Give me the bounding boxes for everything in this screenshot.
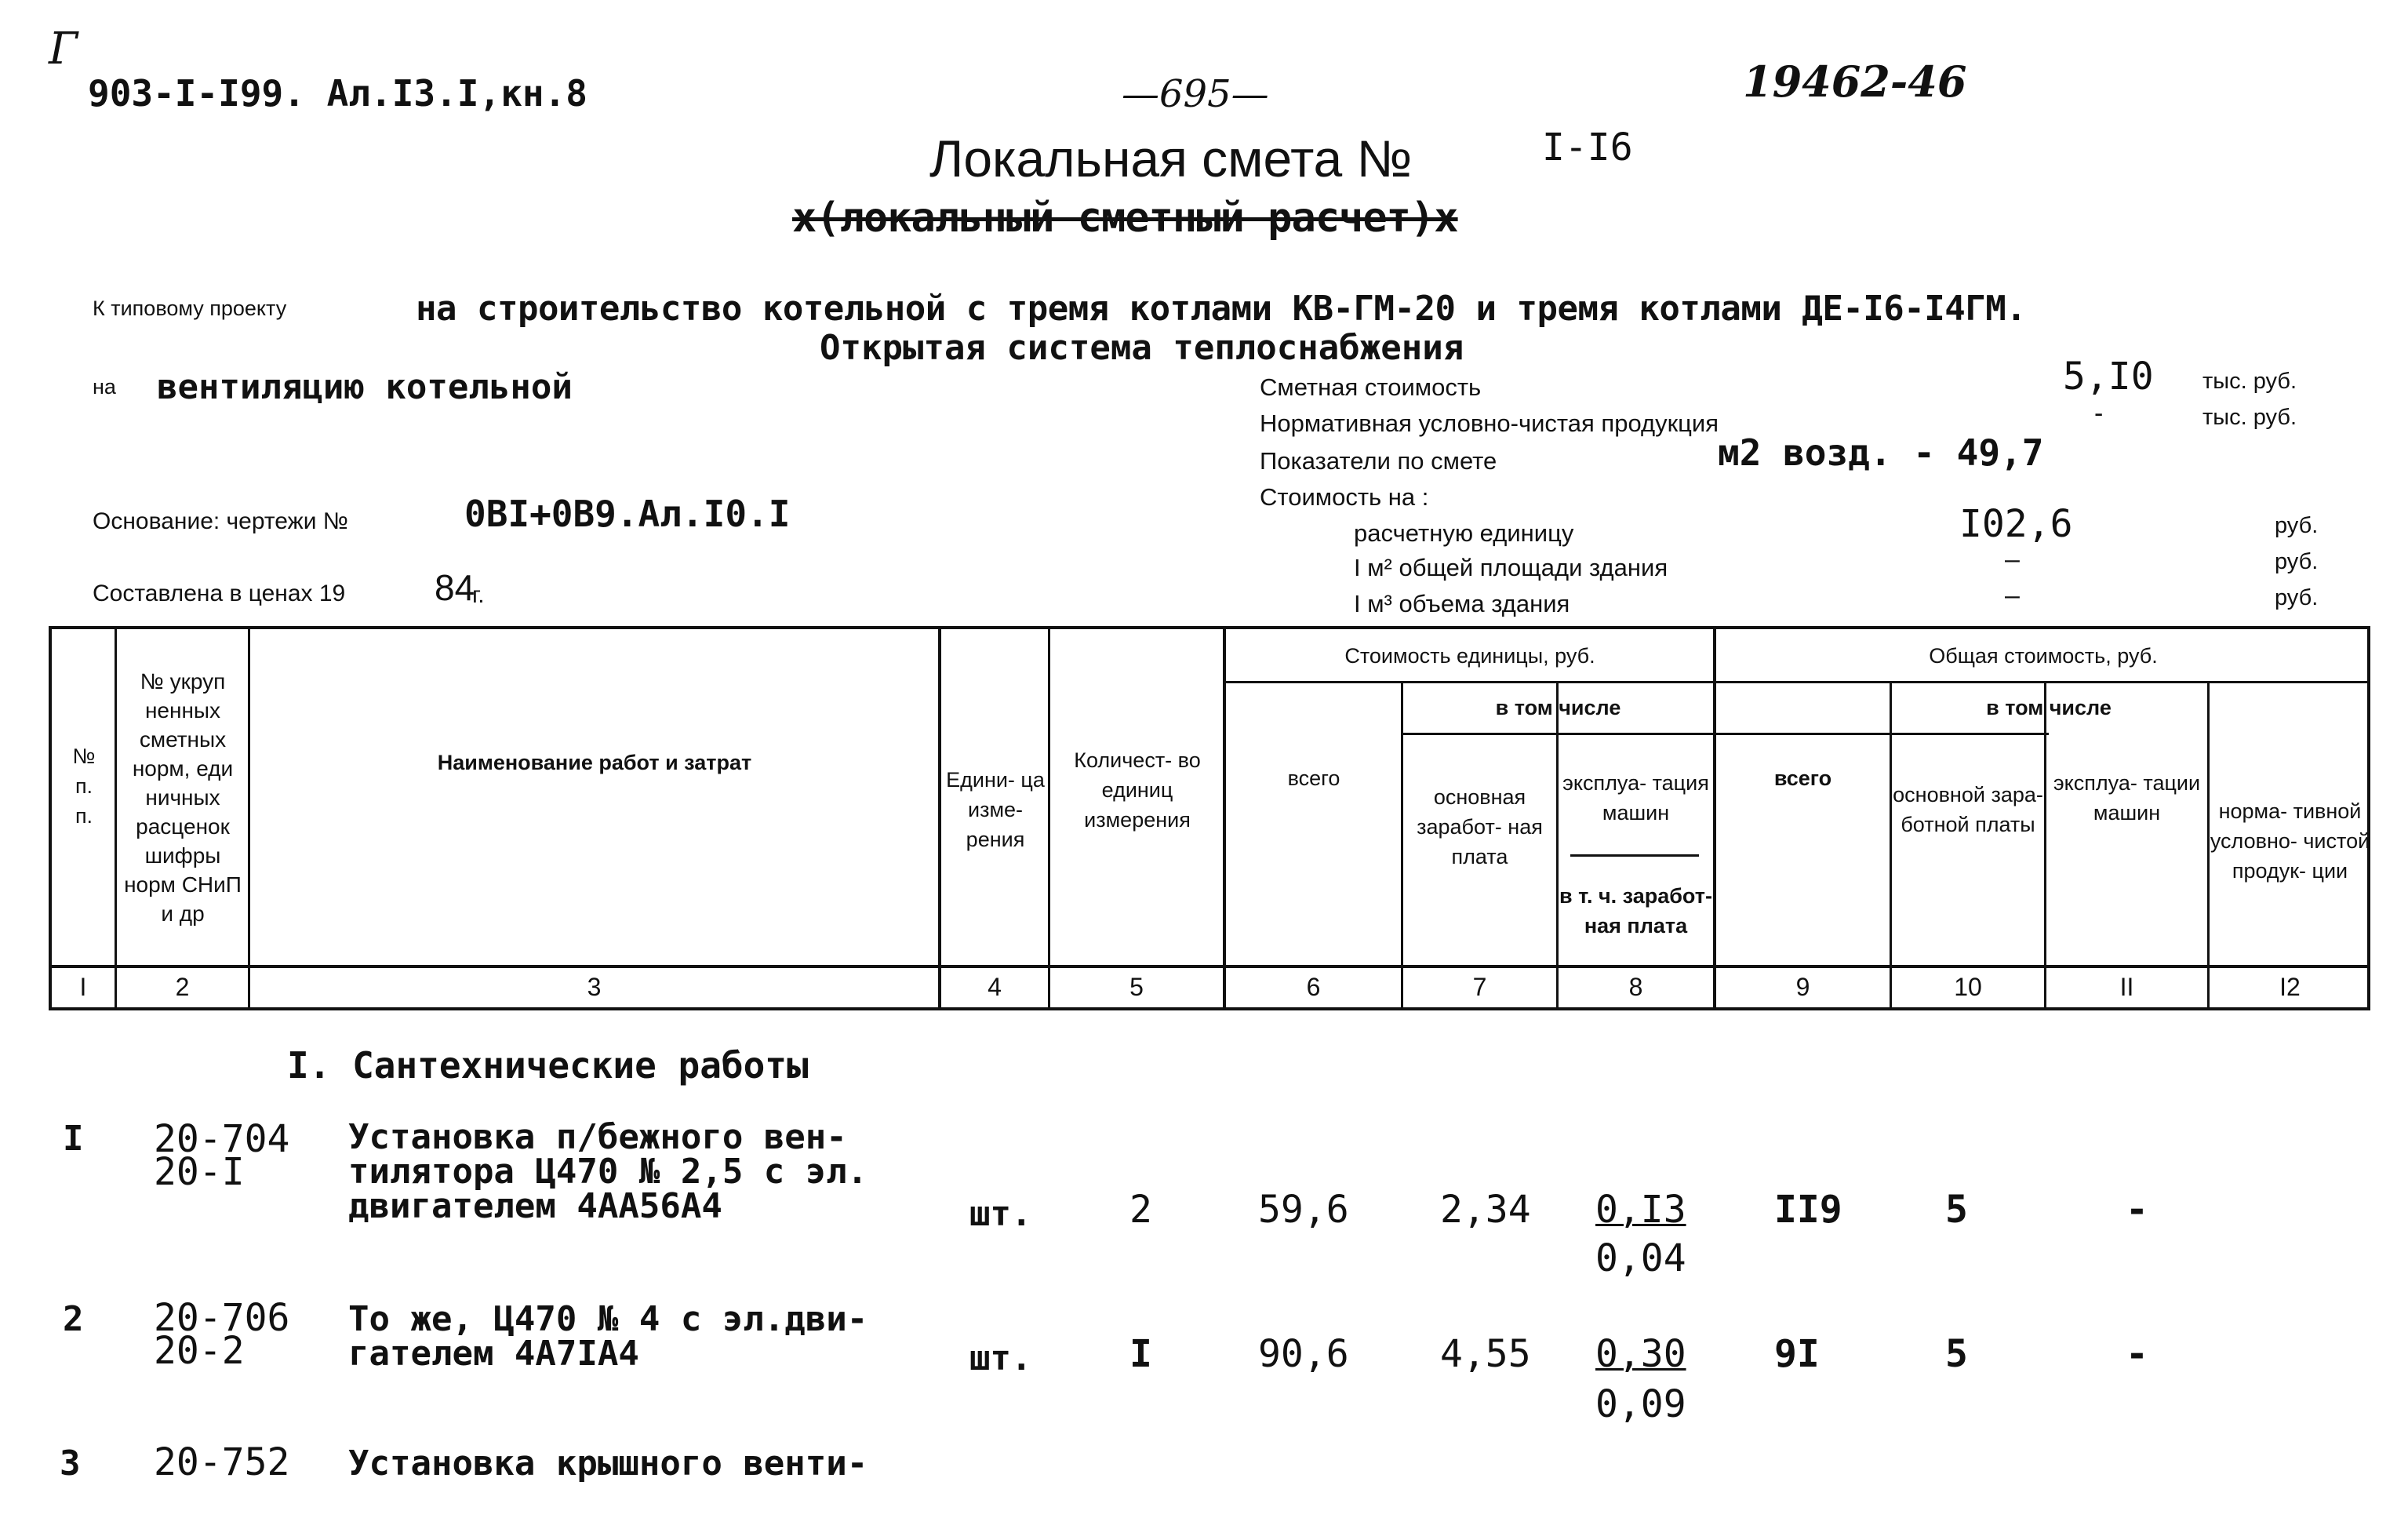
- row-qty: 2: [1129, 1188, 1152, 1232]
- indicators-value: м2 возд. - 49,7: [1718, 431, 2044, 474]
- header-c3: Наименование работ и затрат: [437, 751, 752, 774]
- col-number: 8: [1628, 973, 1643, 1001]
- page-title: Локальная смета №: [929, 129, 1413, 187]
- col-number: I2: [2279, 973, 2301, 1001]
- row-sum: II9: [1774, 1188, 1842, 1232]
- col-number: 7: [1472, 973, 1487, 1001]
- row-number: 3: [60, 1443, 81, 1483]
- row-sum-mach: -: [2126, 1332, 2148, 1376]
- header-c9: всего: [1773, 766, 1832, 790]
- header-c5: Количест- во единиц измерения: [1074, 748, 1201, 832]
- row-total: 59,6: [1258, 1188, 1349, 1232]
- unit-unit: руб.: [2275, 513, 2319, 538]
- indicators-label: Показатели по смете: [1260, 447, 1497, 475]
- project-line-1: на строительство котельной с тремя котлами КВ-ГМ-20 и тремя котлами ДЕ-I6-I4ГМ.: [416, 289, 2027, 329]
- volume-label: I м³ объема здания: [1354, 590, 1570, 617]
- struck-subtitle: х(локальный сметный расчет)х: [792, 195, 1458, 242]
- volume-unit: руб.: [2275, 585, 2319, 610]
- corner-mark: Г: [49, 24, 78, 75]
- row-wage: 4,55: [1440, 1332, 1531, 1376]
- area-value: –: [2005, 544, 2020, 574]
- header-c8a: эксплуа- тация машин: [1562, 771, 1709, 825]
- row-name-line: Установка крышного венти-: [348, 1443, 868, 1483]
- row-code-sub: 20-2: [154, 1329, 245, 1373]
- project-prefix: К типовому проекту: [93, 297, 287, 320]
- norm-unit: тыс. руб.: [2202, 405, 2297, 430]
- project-line-2: Открытая система теплоснабжения: [820, 328, 1464, 368]
- row-name-line: Установка п/бежного вен-: [348, 1117, 847, 1157]
- page-number: —695—: [1122, 72, 1269, 116]
- row-unit: шт.: [969, 1338, 1032, 1378]
- header-c11: эксплуа- тации машин: [2053, 771, 2201, 825]
- row-sum-wage: 5: [1945, 1188, 1968, 1232]
- row-unit: шт.: [969, 1194, 1032, 1234]
- row-sum: 9I: [1774, 1332, 1820, 1376]
- header-c2: № укруп ненных сметных норм, еди ничных расценок шифры норм СНиП и др: [124, 668, 242, 926]
- header-total-cost: Общая стоимость, руб.: [1929, 644, 2158, 668]
- row-mach: 0,30: [1595, 1332, 1686, 1376]
- estimate-table-header: [49, 626, 2370, 1010]
- row-code-sub: 20-I: [154, 1150, 245, 1194]
- col-number: 9: [1795, 973, 1810, 1001]
- col-number: II: [2119, 973, 2134, 1001]
- row-name-line: То же, Ц470 № 4 с эл.дви-: [348, 1299, 868, 1339]
- col-number: 2: [175, 973, 190, 1001]
- area-label: I м² общей площади здания: [1354, 554, 1668, 581]
- header-incl-a: в том числе: [1495, 696, 1621, 719]
- header-c8b: в т. ч. заработ- ная плата: [1559, 884, 1712, 937]
- row-number: 2: [63, 1299, 84, 1339]
- unit-value: I02,6: [1959, 502, 2073, 546]
- estimate-number: I-I6: [1542, 126, 1633, 169]
- header-c6: всего: [1287, 766, 1340, 790]
- col-number: I: [79, 973, 87, 1001]
- cost-value: 5,I0: [2063, 355, 2154, 399]
- prices-label: Составлена в ценах 19: [93, 581, 346, 606]
- prices-suffix: г.: [472, 582, 485, 608]
- volume-value: –: [2005, 581, 2020, 610]
- archive-number: 19462-46: [1743, 56, 1967, 107]
- area-unit: руб.: [2275, 549, 2319, 574]
- col-number: 3: [587, 973, 602, 1001]
- header-c10: основной зара- ботной платы: [1893, 783, 2043, 836]
- col-number: 6: [1306, 973, 1321, 1001]
- cost-unit: тыс. руб.: [2202, 369, 2297, 394]
- row-code: 20-704: [154, 1117, 290, 1161]
- cost-label: Сметная стоимость: [1260, 373, 1482, 401]
- col-number: 10: [1954, 973, 1982, 1001]
- row-mach-wage: 0,04: [1595, 1236, 1686, 1280]
- unit-label: расчетную единицу: [1354, 519, 1574, 547]
- header-c12: норма- тивной условно- чистой продук- ции: [2210, 799, 2370, 883]
- header-c7: основная заработ- ная плата: [1417, 785, 1543, 868]
- row-code: 20-706: [154, 1296, 290, 1340]
- row-sum-wage: 5: [1945, 1332, 1968, 1376]
- row-name-line: тилятора Ц470 № 2,5 с эл.: [348, 1152, 868, 1192]
- row-wage: 2,34: [1440, 1188, 1531, 1232]
- row-name-line: двигателем 4АА56А4: [348, 1186, 722, 1226]
- col-number: 5: [1129, 973, 1144, 1001]
- row-code: 20-752: [154, 1440, 290, 1484]
- row-mach-wage: 0,09: [1595, 1382, 1686, 1426]
- header-unit-cost: Стоимость единицы, руб.: [1344, 644, 1595, 668]
- section-title: I. Сантехнические работы: [287, 1044, 809, 1087]
- doc-code: 903-I-I99. Ал.I3.I,кн.8: [88, 72, 587, 115]
- basis-value: 0BI+0B9.Ал.I0.I: [464, 493, 791, 535]
- row-number: I: [63, 1119, 84, 1159]
- cost-per-label: Стоимость на :: [1260, 483, 1429, 511]
- row-total: 90,6: [1258, 1332, 1349, 1376]
- row-sum-mach: -: [2126, 1188, 2148, 1232]
- norm-value: -: [2094, 399, 2104, 428]
- header-c4: Едини- ца изме- рения: [946, 768, 1045, 851]
- prices-year: 84: [435, 567, 475, 608]
- row-qty: I: [1129, 1332, 1152, 1376]
- row-mach: 0,I3: [1595, 1188, 1686, 1232]
- header-c1: № п. п.: [72, 744, 96, 828]
- basis-label: Основание: чертежи №: [93, 508, 348, 534]
- on-prefix: на: [93, 375, 116, 399]
- row-name-line: гателем 4А7IА4: [348, 1334, 639, 1374]
- norm-label: Нормативная условно-чистая продукция: [1260, 410, 1719, 437]
- header-incl-b: в том числе: [1986, 696, 2112, 719]
- on-value: вентиляцию котельной: [157, 367, 573, 407]
- col-number: 4: [988, 973, 1002, 1001]
